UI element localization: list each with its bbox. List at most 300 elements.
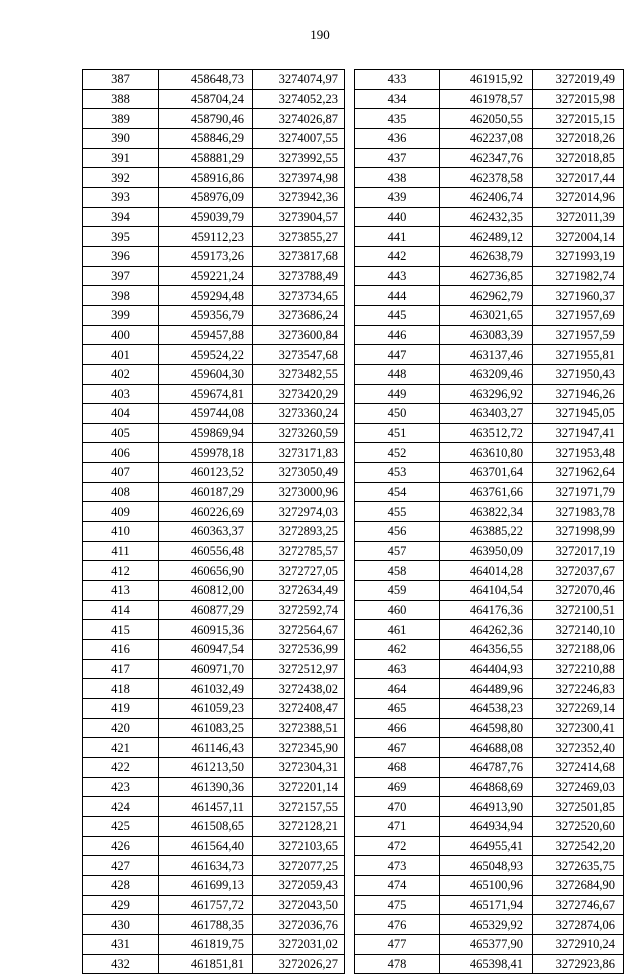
x-coordinate-cell: 465100,96 [440, 875, 533, 895]
table-row [83, 620, 345, 640]
point-number-cell: 466 [355, 718, 440, 738]
y-coordinate-cell: 3272246,83 [533, 679, 624, 699]
point-number-cell: 468 [355, 757, 440, 777]
x-coordinate-cell: 463296,92 [440, 384, 533, 404]
point-number-cell: 432 [83, 954, 159, 974]
y-coordinate-cell: 3273855,27 [253, 227, 345, 247]
point-number-cell: 392 [83, 168, 159, 188]
y-coordinate-cell: 3272070,46 [533, 581, 624, 601]
y-coordinate-cell: 3272140,10 [533, 620, 624, 640]
point-number-cell: 396 [83, 246, 159, 266]
y-coordinate-cell: 3272352,40 [533, 738, 624, 758]
point-number-cell: 426 [83, 836, 159, 856]
x-coordinate-cell: 463083,39 [440, 325, 533, 345]
point-number-cell: 429 [83, 895, 159, 915]
table-row [83, 325, 345, 345]
y-coordinate-cell: 3274007,55 [253, 128, 345, 148]
x-coordinate-cell: 459674,81 [159, 384, 253, 404]
point-number-cell: 473 [355, 856, 440, 876]
table-row [355, 620, 624, 640]
point-number-cell: 450 [355, 404, 440, 424]
point-number-cell: 476 [355, 915, 440, 935]
y-coordinate-cell: 3272501,85 [533, 797, 624, 817]
y-coordinate-cell: 3272018,85 [533, 148, 624, 168]
table-row [355, 364, 624, 384]
x-coordinate-cell: 459356,79 [159, 305, 253, 325]
x-coordinate-cell: 461059,23 [159, 699, 253, 719]
table-row [83, 364, 345, 384]
table-row [355, 875, 624, 895]
table-row [83, 561, 345, 581]
x-coordinate-cell: 461390,36 [159, 777, 253, 797]
table-row [83, 70, 345, 90]
y-coordinate-cell: 3271962,64 [533, 463, 624, 483]
y-coordinate-cell: 3273000,96 [253, 482, 345, 502]
y-coordinate-cell: 3272592,74 [253, 600, 345, 620]
x-coordinate-cell: 463403,27 [440, 404, 533, 424]
table-row [83, 856, 345, 876]
x-coordinate-cell: 460812,00 [159, 581, 253, 601]
table-row [83, 659, 345, 679]
point-number-cell: 408 [83, 482, 159, 502]
y-coordinate-cell: 3272188,06 [533, 640, 624, 660]
x-coordinate-cell: 465048,93 [440, 856, 533, 876]
table-row [83, 187, 345, 207]
y-coordinate-cell: 3273942,36 [253, 187, 345, 207]
point-number-cell: 431 [83, 934, 159, 954]
point-number-cell: 423 [83, 777, 159, 797]
table-row [83, 836, 345, 856]
table-row [355, 640, 624, 660]
x-coordinate-cell: 462237,08 [440, 128, 533, 148]
table-row [355, 915, 624, 935]
x-coordinate-cell: 460556,48 [159, 541, 253, 561]
x-coordinate-cell: 464934,94 [440, 816, 533, 836]
table-row [83, 502, 345, 522]
table-row [83, 148, 345, 168]
y-coordinate-cell: 3272469,03 [533, 777, 624, 797]
y-coordinate-cell: 3273904,57 [253, 207, 345, 227]
table-row [83, 522, 345, 542]
x-coordinate-cell: 464014,28 [440, 561, 533, 581]
x-coordinate-cell: 459869,94 [159, 423, 253, 443]
x-coordinate-cell: 461508,65 [159, 816, 253, 836]
y-coordinate-cell: 3271971,79 [533, 482, 624, 502]
y-coordinate-cell: 3272536,99 [253, 640, 345, 660]
point-number-cell: 391 [83, 148, 159, 168]
table-row [83, 679, 345, 699]
y-coordinate-cell: 3272746,67 [533, 895, 624, 915]
point-number-cell: 437 [355, 148, 440, 168]
point-number-cell: 464 [355, 679, 440, 699]
point-number-cell: 409 [83, 502, 159, 522]
coordinates-table-right [354, 69, 624, 974]
table-row [355, 954, 624, 974]
point-number-cell: 456 [355, 522, 440, 542]
x-coordinate-cell: 462638,79 [440, 246, 533, 266]
point-number-cell: 444 [355, 286, 440, 306]
x-coordinate-cell: 464913,90 [440, 797, 533, 817]
y-coordinate-cell: 3272910,24 [533, 934, 624, 954]
y-coordinate-cell: 3272564,67 [253, 620, 345, 640]
x-coordinate-cell: 465171,94 [440, 895, 533, 915]
y-coordinate-cell: 3271947,41 [533, 423, 624, 443]
y-coordinate-cell: 3272874,06 [533, 915, 624, 935]
x-coordinate-cell: 461851,81 [159, 954, 253, 974]
x-coordinate-cell: 464262,36 [440, 620, 533, 640]
x-coordinate-cell: 458790,46 [159, 109, 253, 129]
point-number-cell: 447 [355, 345, 440, 365]
x-coordinate-cell: 461213,50 [159, 757, 253, 777]
point-number-cell: 420 [83, 718, 159, 738]
table-row [355, 895, 624, 915]
y-coordinate-cell: 3273050,49 [253, 463, 345, 483]
y-coordinate-cell: 3272011,39 [533, 207, 624, 227]
table-row [83, 954, 345, 974]
x-coordinate-cell: 465329,92 [440, 915, 533, 935]
table-row [355, 109, 624, 129]
table-row [355, 443, 624, 463]
x-coordinate-cell: 463512,72 [440, 423, 533, 443]
point-number-cell: 416 [83, 640, 159, 660]
x-coordinate-cell: 462347,76 [440, 148, 533, 168]
x-coordinate-cell: 464356,55 [440, 640, 533, 660]
x-coordinate-cell: 462378,58 [440, 168, 533, 188]
point-number-cell: 469 [355, 777, 440, 797]
point-number-cell: 421 [83, 738, 159, 758]
y-coordinate-cell: 3272031,02 [253, 934, 345, 954]
y-coordinate-cell: 3273817,68 [253, 246, 345, 266]
point-number-cell: 458 [355, 561, 440, 581]
page-number: 190 [310, 27, 330, 42]
x-coordinate-cell: 461457,11 [159, 797, 253, 817]
y-coordinate-cell: 3272017,19 [533, 541, 624, 561]
table-row [83, 266, 345, 286]
x-coordinate-cell: 461083,25 [159, 718, 253, 738]
x-coordinate-cell: 465398,41 [440, 954, 533, 974]
point-number-cell: 387 [83, 70, 159, 90]
table-row [83, 875, 345, 895]
table-row [83, 797, 345, 817]
table-row [355, 659, 624, 679]
point-number-cell: 474 [355, 875, 440, 895]
table-row [83, 757, 345, 777]
y-coordinate-cell: 3272018,26 [533, 128, 624, 148]
x-coordinate-cell: 460363,37 [159, 522, 253, 542]
x-coordinate-cell: 460656,90 [159, 561, 253, 581]
x-coordinate-cell: 460971,70 [159, 659, 253, 679]
y-coordinate-cell: 3272635,75 [533, 856, 624, 876]
y-coordinate-cell: 3272438,02 [253, 679, 345, 699]
y-coordinate-cell: 3272043,50 [253, 895, 345, 915]
table-row [83, 816, 345, 836]
y-coordinate-cell: 3272014,96 [533, 187, 624, 207]
table-row [83, 423, 345, 443]
y-coordinate-cell: 3274052,23 [253, 89, 345, 109]
x-coordinate-cell: 458846,29 [159, 128, 253, 148]
point-number-cell: 459 [355, 581, 440, 601]
y-coordinate-cell: 3271955,81 [533, 345, 624, 365]
y-coordinate-cell: 3272785,57 [253, 541, 345, 561]
table-row [83, 718, 345, 738]
point-number-cell: 435 [355, 109, 440, 129]
point-number-cell: 475 [355, 895, 440, 915]
y-coordinate-cell: 3271993,19 [533, 246, 624, 266]
point-number-cell: 415 [83, 620, 159, 640]
y-coordinate-cell: 3272345,90 [253, 738, 345, 758]
x-coordinate-cell: 464868,69 [440, 777, 533, 797]
point-number-cell: 398 [83, 286, 159, 306]
x-coordinate-cell: 458976,09 [159, 187, 253, 207]
y-coordinate-cell: 3273171,83 [253, 443, 345, 463]
y-coordinate-cell: 3272512,97 [253, 659, 345, 679]
x-coordinate-cell: 461788,35 [159, 915, 253, 935]
point-number-cell: 472 [355, 836, 440, 856]
table-row [83, 227, 345, 247]
y-coordinate-cell: 3272300,41 [533, 718, 624, 738]
x-coordinate-cell: 461032,49 [159, 679, 253, 699]
table-row [355, 561, 624, 581]
table-row [83, 895, 345, 915]
table-row [83, 581, 345, 601]
point-number-cell: 425 [83, 816, 159, 836]
point-number-cell: 417 [83, 659, 159, 679]
point-number-cell: 390 [83, 128, 159, 148]
x-coordinate-cell: 464404,93 [440, 659, 533, 679]
point-number-cell: 418 [83, 679, 159, 699]
point-number-cell: 463 [355, 659, 440, 679]
point-number-cell: 439 [355, 187, 440, 207]
x-coordinate-cell: 461819,75 [159, 934, 253, 954]
table-row [355, 718, 624, 738]
x-coordinate-cell: 463761,66 [440, 482, 533, 502]
point-number-cell: 406 [83, 443, 159, 463]
table-row [355, 738, 624, 758]
x-coordinate-cell: 461634,73 [159, 856, 253, 876]
x-coordinate-cell: 461978,57 [440, 89, 533, 109]
table-row [83, 738, 345, 758]
y-coordinate-cell: 3272269,14 [533, 699, 624, 719]
y-coordinate-cell: 3272542,20 [533, 836, 624, 856]
point-number-cell: 461 [355, 620, 440, 640]
x-coordinate-cell: 458916,86 [159, 168, 253, 188]
point-number-cell: 399 [83, 305, 159, 325]
y-coordinate-cell: 3273974,98 [253, 168, 345, 188]
x-coordinate-cell: 464104,54 [440, 581, 533, 601]
table-row [83, 482, 345, 502]
x-coordinate-cell: 460123,52 [159, 463, 253, 483]
table-row [83, 305, 345, 325]
x-coordinate-cell: 465377,90 [440, 934, 533, 954]
table-row [355, 816, 624, 836]
y-coordinate-cell: 3272019,49 [533, 70, 624, 90]
x-coordinate-cell: 459978,18 [159, 443, 253, 463]
x-coordinate-cell: 464176,36 [440, 600, 533, 620]
point-number-cell: 436 [355, 128, 440, 148]
table-row [355, 797, 624, 817]
table-row [355, 70, 624, 90]
y-coordinate-cell: 3271953,48 [533, 443, 624, 463]
point-number-cell: 414 [83, 600, 159, 620]
y-coordinate-cell: 3273360,24 [253, 404, 345, 424]
point-number-cell: 422 [83, 757, 159, 777]
x-coordinate-cell: 464598,80 [440, 718, 533, 738]
point-number-cell: 403 [83, 384, 159, 404]
y-coordinate-cell: 3273547,68 [253, 345, 345, 365]
table-row [355, 384, 624, 404]
point-number-cell: 407 [83, 463, 159, 483]
table-row [83, 404, 345, 424]
x-coordinate-cell: 460877,29 [159, 600, 253, 620]
x-coordinate-cell: 463021,65 [440, 305, 533, 325]
point-number-cell: 402 [83, 364, 159, 384]
x-coordinate-cell: 463950,09 [440, 541, 533, 561]
x-coordinate-cell: 460187,29 [159, 482, 253, 502]
table-row [83, 463, 345, 483]
point-number-cell: 440 [355, 207, 440, 227]
y-coordinate-cell: 3273600,84 [253, 325, 345, 345]
y-coordinate-cell: 3272974,03 [253, 502, 345, 522]
point-number-cell: 471 [355, 816, 440, 836]
point-number-cell: 428 [83, 875, 159, 895]
point-number-cell: 478 [355, 954, 440, 974]
table-row [83, 600, 345, 620]
table-row [355, 128, 624, 148]
y-coordinate-cell: 3271957,69 [533, 305, 624, 325]
x-coordinate-cell: 460226,69 [159, 502, 253, 522]
point-number-cell: 405 [83, 423, 159, 443]
y-coordinate-cell: 3272015,98 [533, 89, 624, 109]
point-number-cell: 419 [83, 699, 159, 719]
point-number-cell: 395 [83, 227, 159, 247]
table-row [355, 227, 624, 247]
table-row [83, 915, 345, 935]
x-coordinate-cell: 458704,24 [159, 89, 253, 109]
table-row [355, 148, 624, 168]
point-number-cell: 453 [355, 463, 440, 483]
x-coordinate-cell: 463137,46 [440, 345, 533, 365]
coordinates-table-left [82, 69, 345, 974]
y-coordinate-cell: 3272059,43 [253, 875, 345, 895]
table-row [355, 89, 624, 109]
x-coordinate-cell: 459173,26 [159, 246, 253, 266]
table-row [83, 384, 345, 404]
point-number-cell: 430 [83, 915, 159, 935]
table-row [355, 522, 624, 542]
point-number-cell: 433 [355, 70, 440, 90]
y-coordinate-cell: 3272037,67 [533, 561, 624, 581]
point-number-cell: 434 [355, 89, 440, 109]
y-coordinate-cell: 3273482,55 [253, 364, 345, 384]
y-coordinate-cell: 3271998,99 [533, 522, 624, 542]
point-number-cell: 452 [355, 443, 440, 463]
y-coordinate-cell: 3272036,76 [253, 915, 345, 935]
x-coordinate-cell: 462962,79 [440, 286, 533, 306]
y-coordinate-cell: 3272684,90 [533, 875, 624, 895]
x-coordinate-cell: 459039,79 [159, 207, 253, 227]
point-number-cell: 445 [355, 305, 440, 325]
x-coordinate-cell: 459604,30 [159, 364, 253, 384]
point-number-cell: 412 [83, 561, 159, 581]
table-row [355, 934, 624, 954]
table-row [355, 345, 624, 365]
table-row [83, 109, 345, 129]
point-number-cell: 457 [355, 541, 440, 561]
point-number-cell: 446 [355, 325, 440, 345]
y-coordinate-cell: 3272388,51 [253, 718, 345, 738]
y-coordinate-cell: 3272201,14 [253, 777, 345, 797]
table-row [355, 423, 624, 443]
x-coordinate-cell: 460947,54 [159, 640, 253, 660]
table-row [355, 246, 624, 266]
point-number-cell: 460 [355, 600, 440, 620]
y-coordinate-cell: 3273260,59 [253, 423, 345, 443]
table-row [83, 541, 345, 561]
x-coordinate-cell: 464688,08 [440, 738, 533, 758]
y-coordinate-cell: 3273734,65 [253, 286, 345, 306]
y-coordinate-cell: 3272015,15 [533, 109, 624, 129]
x-coordinate-cell: 463822,34 [440, 502, 533, 522]
table-row [355, 836, 624, 856]
x-coordinate-cell: 464787,76 [440, 757, 533, 777]
table-row [355, 777, 624, 797]
point-number-cell: 448 [355, 364, 440, 384]
y-coordinate-cell: 3272157,55 [253, 797, 345, 817]
y-coordinate-cell: 3272210,88 [533, 659, 624, 679]
table-row [355, 286, 624, 306]
point-number-cell: 424 [83, 797, 159, 817]
y-coordinate-cell: 3273420,29 [253, 384, 345, 404]
table-row [83, 777, 345, 797]
table-row [355, 266, 624, 286]
x-coordinate-cell: 464955,41 [440, 836, 533, 856]
table-row [355, 482, 624, 502]
point-number-cell: 427 [83, 856, 159, 876]
table-row [355, 404, 624, 424]
y-coordinate-cell: 3271957,59 [533, 325, 624, 345]
y-coordinate-cell: 3272520,60 [533, 816, 624, 836]
point-number-cell: 401 [83, 345, 159, 365]
table-row [355, 541, 624, 561]
table-row [83, 345, 345, 365]
x-coordinate-cell: 458648,73 [159, 70, 253, 90]
point-number-cell: 388 [83, 89, 159, 109]
y-coordinate-cell: 3271983,78 [533, 502, 624, 522]
point-number-cell: 441 [355, 227, 440, 247]
point-number-cell: 455 [355, 502, 440, 522]
point-number-cell: 400 [83, 325, 159, 345]
table-row [355, 325, 624, 345]
x-coordinate-cell: 463209,46 [440, 364, 533, 384]
y-coordinate-cell: 3271945,05 [533, 404, 624, 424]
point-number-cell: 413 [83, 581, 159, 601]
point-number-cell: 404 [83, 404, 159, 424]
point-number-cell: 451 [355, 423, 440, 443]
point-number-cell: 442 [355, 246, 440, 266]
table-row [355, 581, 624, 601]
point-number-cell: 477 [355, 934, 440, 954]
x-coordinate-cell: 462050,55 [440, 109, 533, 129]
point-number-cell: 449 [355, 384, 440, 404]
point-number-cell: 393 [83, 187, 159, 207]
y-coordinate-cell: 3272100,51 [533, 600, 624, 620]
point-number-cell: 411 [83, 541, 159, 561]
x-coordinate-cell: 461757,72 [159, 895, 253, 915]
point-number-cell: 467 [355, 738, 440, 758]
x-coordinate-cell: 459112,23 [159, 227, 253, 247]
x-coordinate-cell: 462736,85 [440, 266, 533, 286]
table-row [355, 600, 624, 620]
